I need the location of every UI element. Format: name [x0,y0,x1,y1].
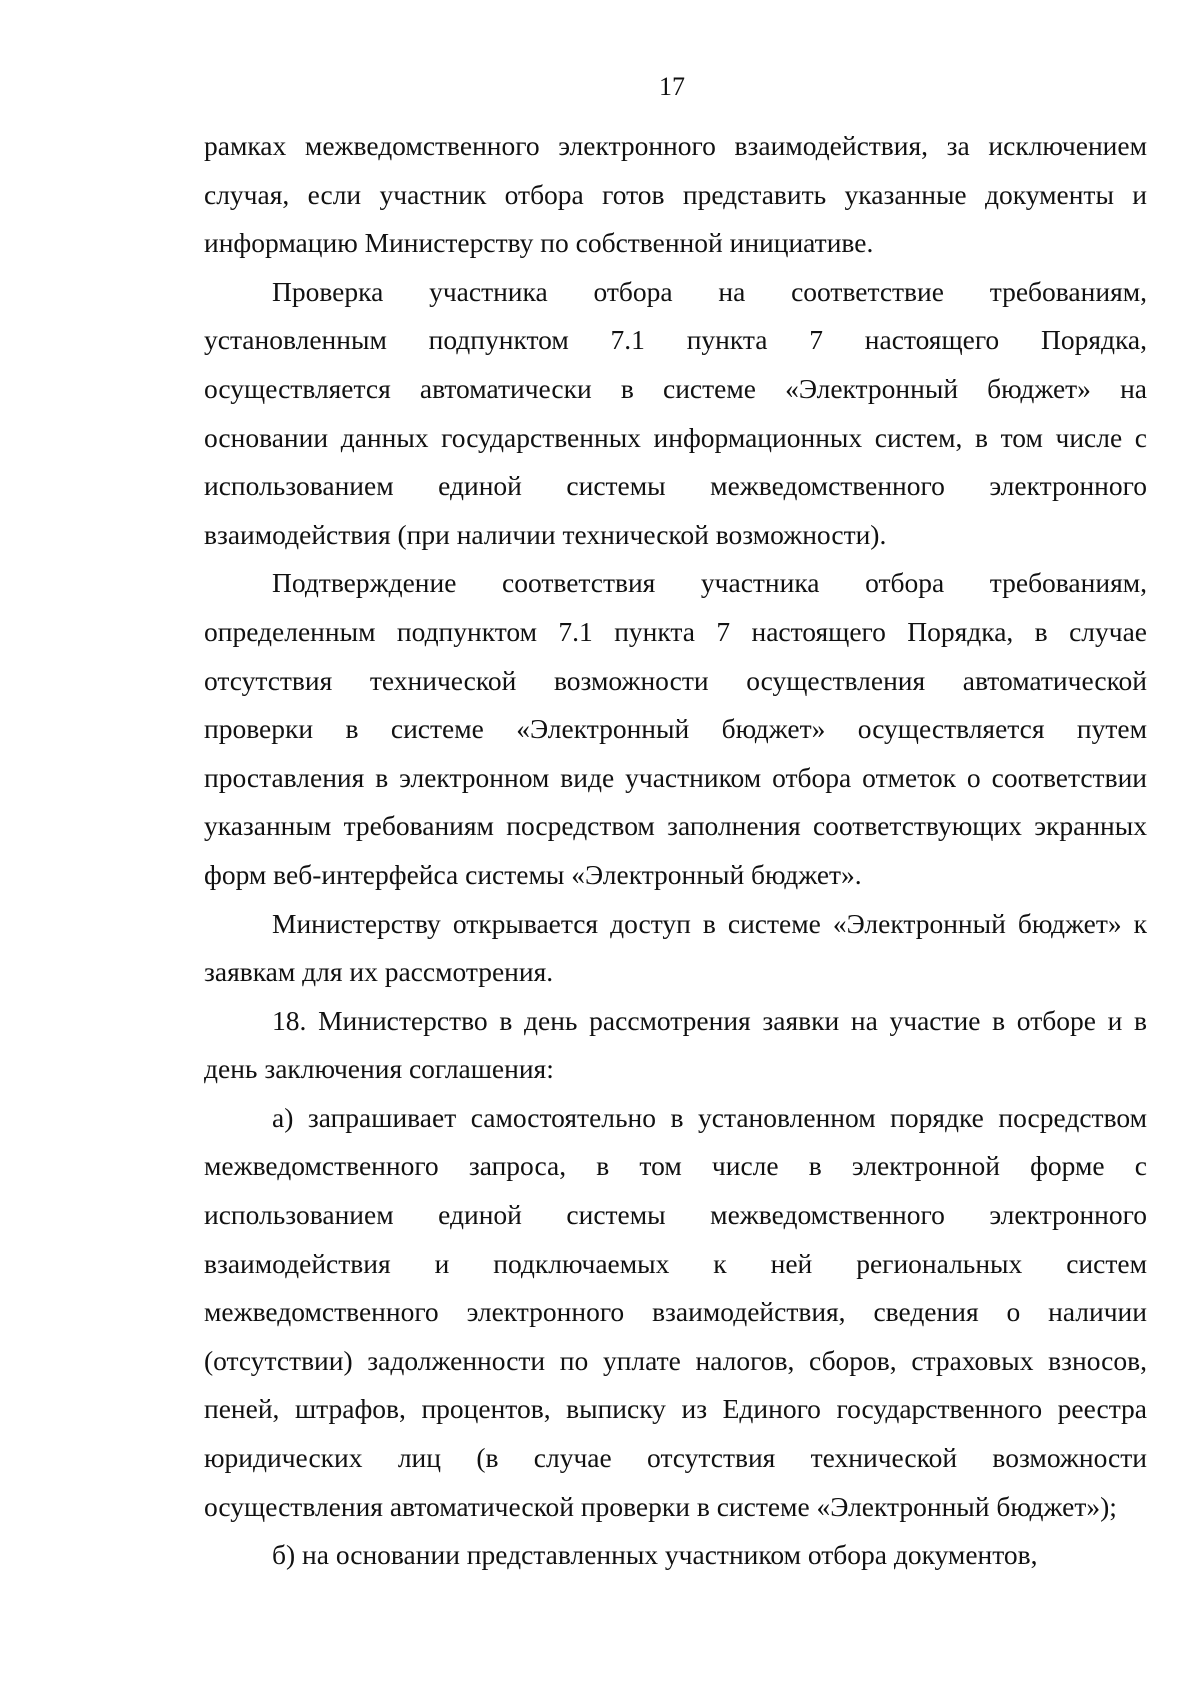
text-line: а) запрашивает самостоятельно в установленном порядке посредством [272,1101,1147,1133]
text-line: определенным подпунктом 7.1 пункта 7 настоящего Порядка, в случае [204,615,1147,647]
text-line: основании данных государственных информационных систем, в том числе с [204,421,1147,453]
page-number: 17 [659,72,685,101]
text-line: форм веб-интерфейса системы «Электронный бюджет». [204,858,862,890]
text-line: проверки в системе «Электронный бюджет» осуществляется путем [204,713,1147,745]
paragraph-p6 [204,1094,1147,1531]
text-line: день заключения соглашения: [204,1053,554,1085]
text-line: использованием единой системы межведомственного электронного [204,470,1147,502]
paragraph-p7 [204,1531,1147,1580]
paragraph-p5 [204,997,1147,1094]
text-line: межведомственного запроса, в том числе в электронной форме с [204,1150,1147,1182]
paragraph-p1 [204,122,1147,268]
text-line: взаимодействия (при наличии технической возможности). [204,518,887,550]
paragraph-p3 [204,559,1147,899]
text-line: информацию Министерству по собственной инициативе. [204,227,874,259]
paragraph-p2 [204,268,1147,560]
text-line: межведомственного электронного взаимодействия, сведения о наличии [204,1296,1147,1328]
text-line: осуществляется автоматически в системе «Электронный бюджет» на [204,372,1147,404]
text-line: рамках межведомственного электронного взаимодействия, за исключением [204,130,1147,161]
text-line: взаимодействия и подключаемых к ней региональных систем [204,1247,1147,1279]
text-line: б) на основании представленных участником отбора документов, [272,1539,1038,1571]
text-line: пеней, штрафов, процентов, выписку из Единого государственного реестра [204,1393,1147,1425]
text-line: отсутствия технической возможности осуществления автоматической [204,664,1147,696]
text-line: заявкам для их рассмотрения. [204,956,554,988]
text-line: Министерству открывается доступ в системе «Электронный бюджет» к [272,907,1147,939]
document-body [204,122,1147,1580]
text-line: проставления в электронном виде участником отбора отметок о соответствии [204,761,1147,793]
text-line: Подтверждение соответствия участника отбора требованиям, [272,567,1147,599]
text-line: случая, если участник отбора готов представить указанные документы и [204,178,1147,210]
text-line: 18. Министерство в день рассмотрения заявки на участие в отборе и в [272,1004,1147,1036]
text-line: юридических лиц (в случае отсутствия технической возможности [204,1442,1147,1474]
paragraph-p4 [204,900,1147,997]
text-line: установленным подпунктом 7.1 пункта 7 настоящего Порядка, [204,324,1147,356]
text-line: использованием единой системы межведомственного электронного [204,1199,1147,1231]
text-line: Проверка участника отбора на соответствие требованиям, [272,275,1147,307]
text-line: (отсутствии) задолженности по уплате налогов, сборов, страховых взносов, [204,1344,1147,1376]
text-line: осуществления автоматической проверки в системе «Электронный бюджет»); [204,1490,1117,1522]
text-line: указанным требованиям посредством заполнения соответствующих экранных [204,810,1147,842]
